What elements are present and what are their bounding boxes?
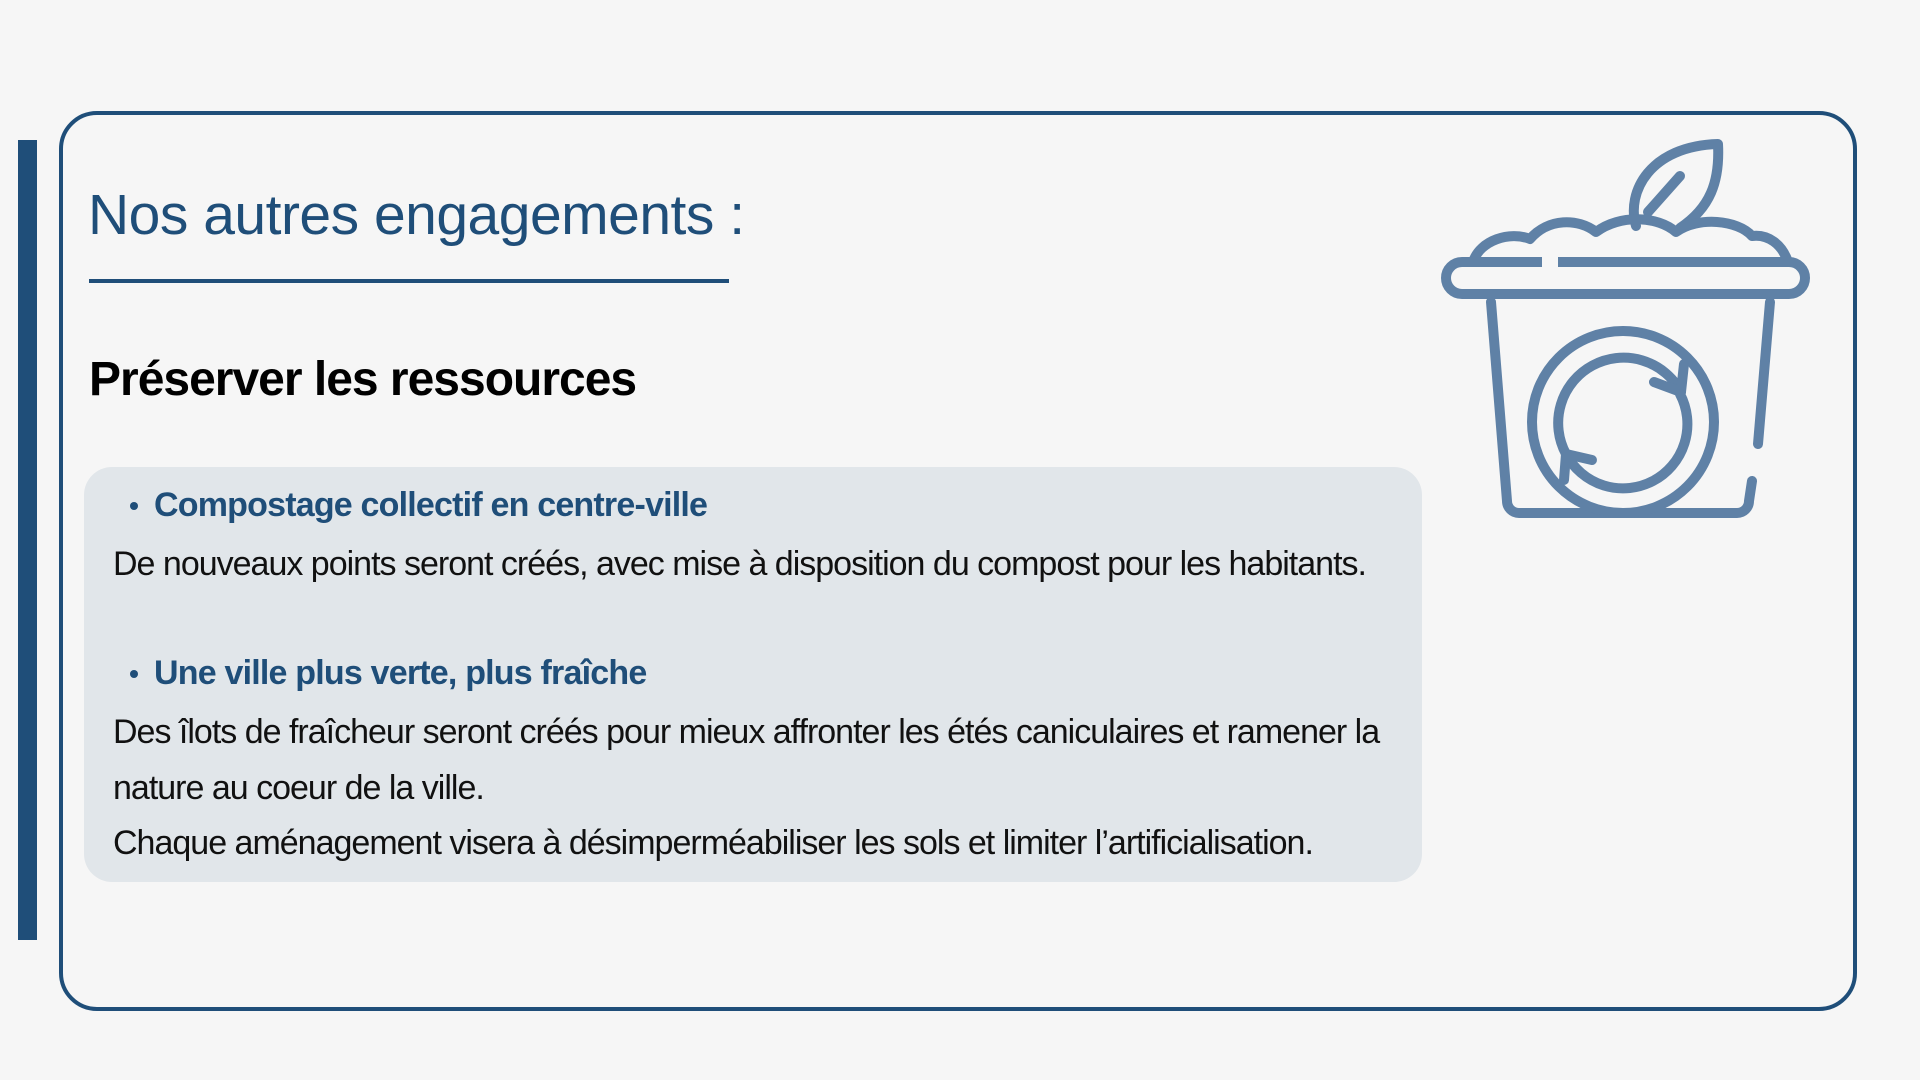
list-item-title-text: Compostage collectif en centre-ville — [154, 486, 708, 524]
list-item-title-text: Une ville plus verte, plus fraîche — [154, 654, 647, 692]
recycle-arrow-bottom — [1566, 394, 1687, 488]
title-underline — [89, 279, 729, 283]
page-title: Nos autres engagements : — [88, 183, 745, 247]
list-item-text: Chaque aménagement visera à désimperméabiliser les sols et limiter l’artificialisation. — [113, 824, 1313, 862]
accent-side-bar — [18, 140, 37, 940]
list-item-title — [128, 654, 646, 693]
compost-bin-icon — [1418, 136, 1828, 546]
compost-bin-icon-graphic — [1418, 136, 1828, 546]
lid-left — [1446, 262, 1805, 294]
bullet-icon — [130, 502, 138, 510]
soil-mound — [1473, 219, 1788, 262]
recycle-arrow-top — [1558, 358, 1681, 454]
bin-body-right — [1758, 302, 1770, 444]
list-item-text: De nouveaux points seront créés, avec mise à disposition du compost pour les habitants. — [113, 545, 1366, 583]
leaf-vein — [1648, 176, 1680, 212]
lid-gap — [1542, 252, 1558, 272]
list-item-text: Des îlots de fraîcheur seront créés pour mieux affronter les étés caniculaires et ramener la — [113, 713, 1380, 751]
list-item-title — [128, 486, 707, 525]
section-heading: Préserver les ressources — [89, 353, 637, 406]
bullet-icon — [130, 670, 138, 678]
list-item-text: nature au coeur de la ville. — [113, 769, 484, 807]
